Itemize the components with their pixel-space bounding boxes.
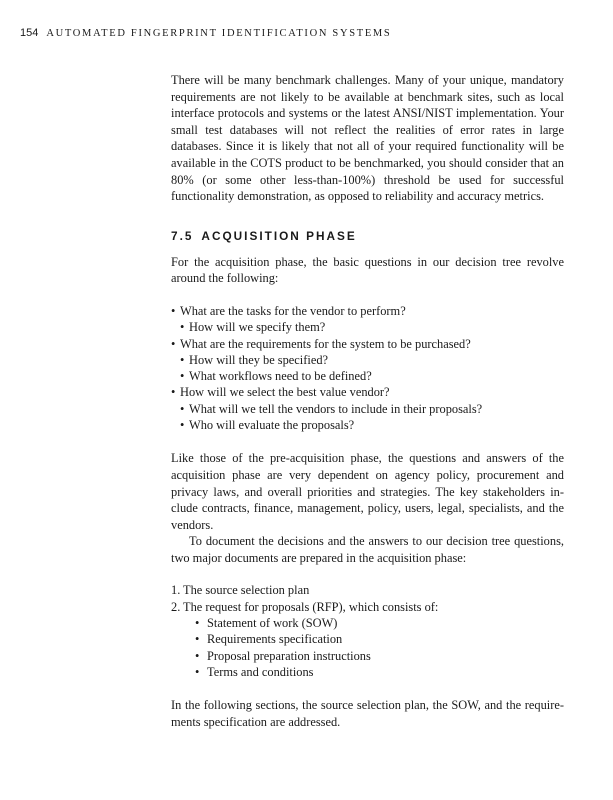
document-item-number: 2. bbox=[171, 599, 181, 614]
sub-question-item: • Who will evaluate the proposals? bbox=[171, 417, 564, 433]
closing-paragraph: In the following sections, the source selection plan, the SOW, and the requirements specification are addressed. bbox=[171, 698, 564, 729]
page-number: 154 bbox=[20, 27, 39, 39]
sub-question-item: • What will we tell the vendors to include in their proposals? bbox=[171, 401, 564, 417]
question-list bbox=[171, 303, 564, 433]
sub-question-item: • How will we specify them? bbox=[171, 319, 564, 335]
documents-paragraph: To document the decisions and the answers to our decision tree questions, two major documents are prepared in the acquisition phase: bbox=[171, 534, 564, 565]
rfp-component-item: • Proposal preparation instructions bbox=[183, 648, 564, 664]
lead-paragraph: For the acquisition phase, the basic questions in our decision tree revolve around the following: bbox=[171, 254, 564, 286]
document-list bbox=[171, 582, 564, 680]
running-title: AUTOMATED FINGERPRINT IDENTIFICATION SYSTEMS bbox=[46, 28, 392, 39]
rfp-component-item: • Requirements specification bbox=[183, 631, 564, 647]
sub-question-item: • How will they be specified? bbox=[171, 352, 564, 368]
rfp-component-item: • Terms and conditions bbox=[183, 664, 564, 680]
intro-paragraph: There will be many benchmark challenges. Many of your unique, mandatory requirements are not likely to be available at benchmark sites, such as local interface protocols and systems or the latest ANSI/NIST implementation. Your small test databases will not reflect the realities of error rates in large databases. Since it is likely that not all of your required functionality will be available in the COTS product to be benchmarked, you should consider that an 80% (or some other less-than-100%) threshold be used for successful functionality demonstration, as opposed to reliability and accuracy metrics. bbox=[171, 73, 564, 204]
section-number: 7.5 bbox=[171, 228, 194, 243]
document-item-number: 1. bbox=[171, 583, 181, 598]
document-item bbox=[171, 582, 564, 598]
document-item-text: The source selection plan bbox=[183, 583, 310, 598]
page-body bbox=[171, 72, 564, 730]
document-item-text: The request for proposals (RFP), which consists of: bbox=[183, 599, 439, 614]
document-item bbox=[171, 599, 564, 680]
sub-question-item: • What workflows need to be defined? bbox=[171, 368, 564, 384]
question-item: • What are the requirements for the system to be purchased? bbox=[171, 336, 564, 352]
rfp-component-item: • Statement of work (SOW) bbox=[183, 615, 564, 631]
section-heading bbox=[171, 228, 564, 244]
section-title: ACQUISITION PHASE bbox=[201, 228, 357, 243]
running-header bbox=[20, 27, 391, 39]
question-item: • How will we select the best value vendor? bbox=[171, 384, 564, 400]
rfp-component-list bbox=[183, 615, 564, 680]
stakeholders-paragraph: Like those of the pre-acquisition phase, the questions and answers of the acquisition phase are very dependent on agency policy, procurement and privacy laws, and overall priorities and strategies. The key stakeholders include contracts, finance, management, policy, users, legal, specialists, and the vendors. bbox=[171, 451, 564, 532]
question-item: • What are the tasks for the vendor to perform? bbox=[171, 303, 564, 319]
